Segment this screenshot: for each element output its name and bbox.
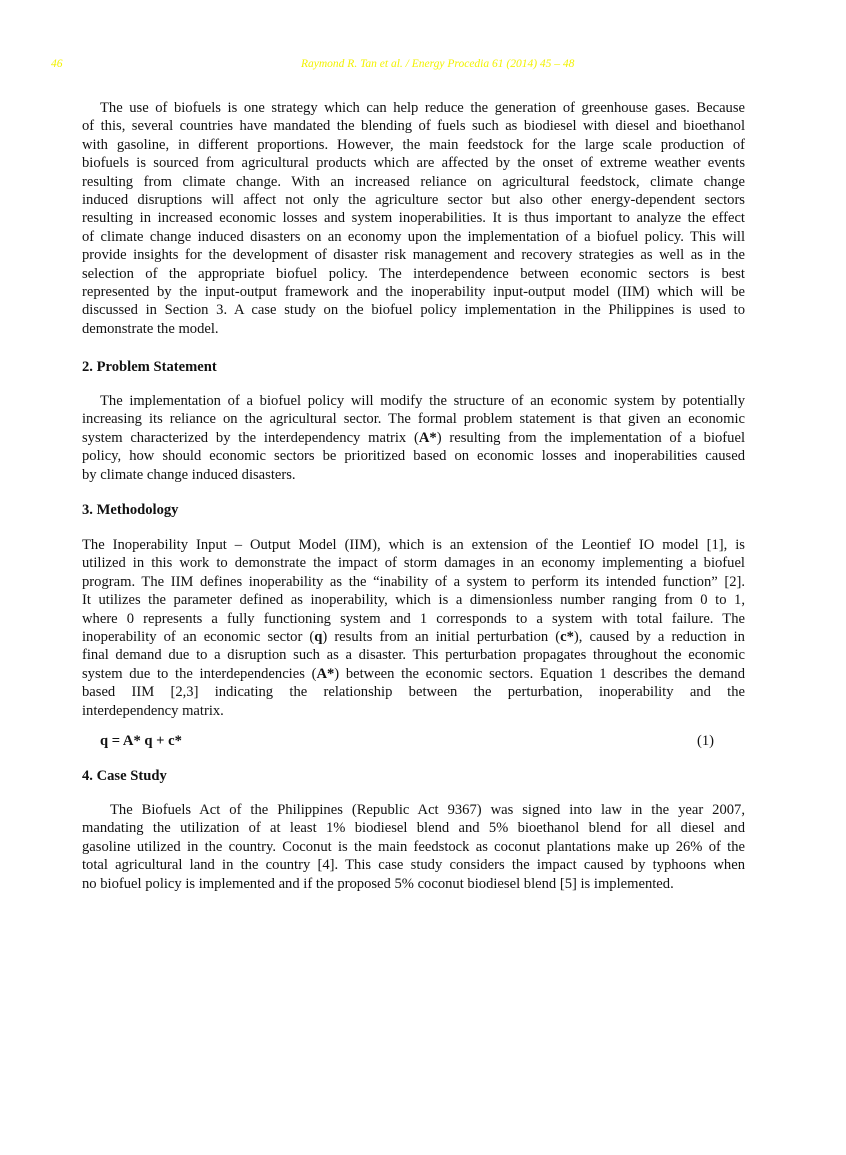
text-line: mandating the utilization of at least 1% biodiesel blend and 5% bioethanol blend for all diesel and [82, 820, 745, 837]
bold-symbol: q [314, 628, 323, 645]
text-line: gasoline utilized in the country. Coconut is the main feedstock as coconut plantations make up 26% of the [82, 838, 745, 855]
text-line [82, 665, 745, 683]
text-segment: ) resulting from the implementation of a biofuel [436, 429, 745, 446]
text-line: resulting from climate change. With an increased reliance on agricultural feedstock, climate change [82, 173, 745, 190]
text-line: The Inoperability Input – Output Model (IIM), which is an extension of the Leontief IO model [1], is [82, 537, 745, 553]
text-line: induced disruptions will affect not only the agriculture sector but also other energy-dependent sectors [82, 191, 745, 208]
text-line: interdependency matrix. [82, 702, 224, 719]
text-segment: system characterized by the interdependency matrix ( [82, 429, 419, 446]
text-line: with gasoline, in different proportions. However, the main feedstock for the large scale production of [82, 136, 745, 153]
text-line: provide insights for the development of disaster risk management and recovery strategies as well as in the [82, 247, 745, 264]
paragraph-problem-statement [82, 392, 745, 484]
text-line [82, 429, 745, 447]
text-line: of this, several countries have mandated the blending of fuels such as biodiesel with diesel and bioethanol [82, 118, 745, 135]
text-segment: inoperability of an economic sector ( [82, 628, 315, 645]
text-line: resulting in increased economic losses and system inoperabilities. It is thus important to analyze the effect [82, 210, 745, 227]
text-line [82, 628, 745, 646]
text-line: The Biofuels Act of the Philippines (Republic Act 9367) was signed into law in the year 2007, [110, 802, 745, 818]
text-line: discussed in Section 3. A case study on the biofuel policy implementation in the Philippines is used to [82, 302, 745, 319]
text-line: policy, how should economic sectors be prioritized based on economic losses and inoperabilities caused [82, 448, 745, 465]
text-segment: ) between the economic sectors. Equation 1 describes the demand [334, 665, 745, 682]
text-line: represented by the input-output framework and the inoperability input-output model (IIM) which will be [82, 283, 745, 300]
section-heading-case-study: 4. Case Study [82, 768, 167, 784]
text-line: no biofuel policy is implemented and if the proposed 5% coconut biodiesel blend [5] is implemented. [82, 875, 674, 892]
text-line: selection of the appropriate biofuel policy. The interdependence between economic sectors is best [82, 265, 745, 282]
text-line: It utilizes the parameter defined as inoperability, which is a dimensionless number ranging from 0 to 1, [82, 592, 745, 609]
running-head: Raymond R. Tan et al. / Energy Procedia 61 (2014) 45 – 48 [301, 58, 575, 70]
equation-number: (1) [697, 733, 715, 749]
text-line: biofuels is sourced from agricultural products which are affected by the onset of extreme weather events [82, 155, 745, 172]
text-line: final demand due to a disruption such as a disaster. This perturbation propagates throughout the economic [82, 647, 745, 664]
text-line: The use of biofuels is one strategy which can help reduce the generation of greenhouse gases. Because [100, 100, 745, 116]
equation: q = A* q + c* [100, 733, 182, 749]
text-line: where 0 represents a fully functioning system and 1 corresponds to a system with total failure. The [82, 610, 745, 627]
bold-symbol: c* [560, 628, 574, 645]
text-line: of climate change induced disasters on an economy upon the implementation of a biofuel policy. This will [82, 228, 745, 245]
text-line: total agricultural land in the country [4]. This case study considers the impact caused by typhoons when [82, 857, 745, 874]
paragraph-methodology [82, 536, 745, 720]
text-line: utilized in this work to demonstrate the impact of storm damages in an economy implementing a biofuel [82, 555, 745, 572]
text-line: demonstrate the model. [82, 320, 219, 337]
section-heading-methodology: 3. Methodology [82, 502, 179, 518]
text-line: by climate change induced disasters. [82, 466, 296, 483]
paragraph-case-study [82, 801, 745, 893]
text-line: based IIM [2,3] indicating the relationship between the perturbation, inoperability and the [82, 684, 745, 701]
bold-symbol: A* [316, 665, 335, 682]
page-number: 46 [51, 58, 63, 70]
text-segment: system due to the interdependencies ( [82, 665, 317, 682]
bold-symbol: A* [418, 429, 437, 446]
section-heading-problem-statement: 2. Problem Statement [82, 359, 217, 375]
text-segment: ) results from an initial perturbation ( [322, 628, 561, 645]
text-line: The implementation of a biofuel policy will modify the structure of an economic system by potentially [100, 393, 745, 409]
text-line: program. The IIM defines inoperability as the “inability of a system to perform its intended function” [2]. [82, 573, 745, 590]
text-segment: ), caused by a reduction in [573, 628, 745, 645]
paragraph-intro [82, 99, 745, 338]
text-line: increasing its reliance on the agricultural sector. The formal problem statement is that given an economic [82, 411, 745, 428]
